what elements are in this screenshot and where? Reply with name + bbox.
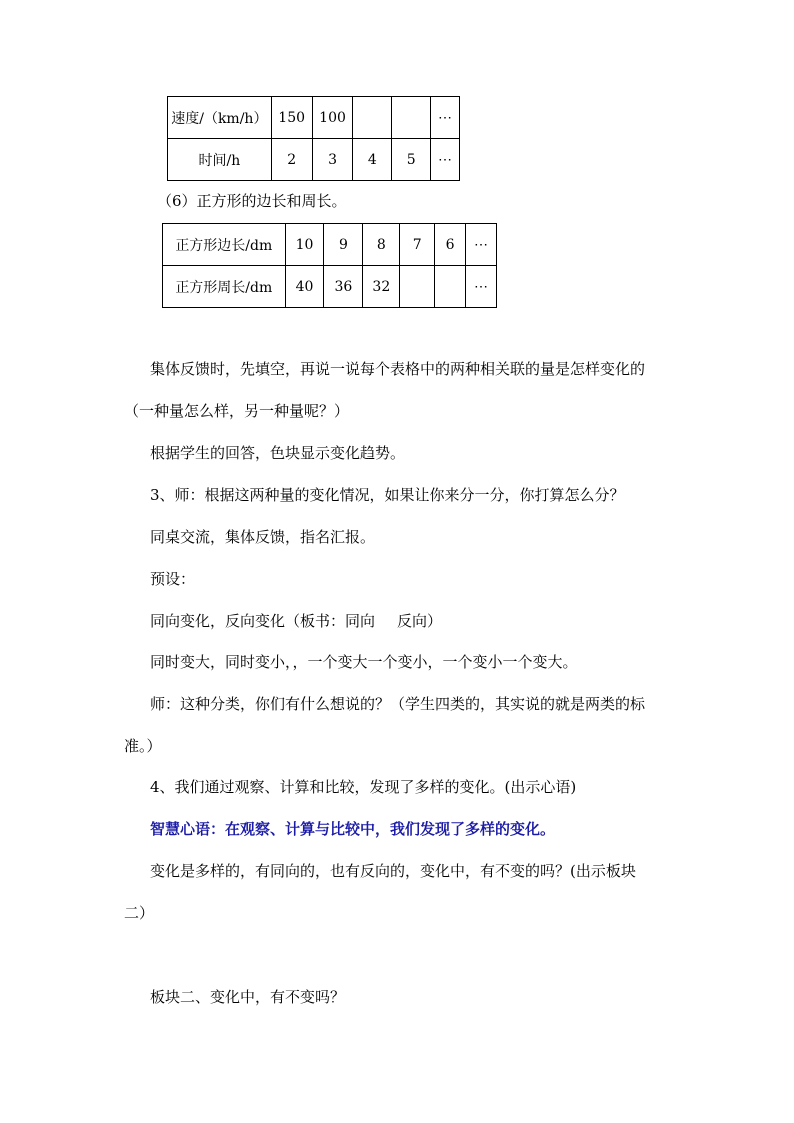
table-cell: ⋯: [431, 139, 460, 181]
table-cell: 9: [324, 224, 363, 266]
table-cell: 2: [271, 139, 312, 181]
table-cell: 40: [285, 266, 324, 308]
section-6-title: （6）正方形的边长和周长。: [157, 192, 347, 210]
row-label: 时间/h: [168, 139, 272, 181]
table-cell: 5: [392, 139, 431, 181]
square-side-perimeter-table: [162, 223, 497, 308]
paragraph-desk-exchange: 同桌交流，集体反馈，指名汇报。: [150, 528, 376, 546]
table-cell: ⋯: [466, 224, 497, 266]
paragraph-color-blocks: 根据学生的回答，色块显示变化趋势。: [150, 444, 406, 462]
row-label: 正方形边长/dm: [163, 224, 286, 266]
paragraph-blackboard-note: [150, 611, 442, 631]
section-block-2-title: 板块二、变化中，有不变吗？: [150, 988, 346, 1006]
wisdom-quote: 智慧心语：在观察、计算与比较中，我们发现了多样的变化。: [150, 820, 556, 838]
blackboard-note-part1: 同向变化，反向变化（板书：同向: [150, 612, 376, 630]
paragraph-teacher-line2: 准。）: [124, 737, 162, 755]
paragraph-feedback-line1: 集体反馈时，先填空，再说一说每个表格中的两种相关联的量是怎样变化的: [150, 360, 646, 378]
table-cell: 8: [363, 224, 400, 266]
table-cell: 150: [271, 97, 312, 139]
table-cell: 100: [312, 97, 353, 139]
table-cell: [353, 97, 392, 139]
blackboard-note-part2: 反向）: [397, 612, 443, 630]
paragraph-feedback-line2: （一种量怎么样，另一种量呢？）: [124, 402, 350, 420]
speed-time-table: [167, 96, 460, 181]
table-cell: [400, 266, 435, 308]
table-cell: [392, 97, 431, 139]
table-cell: [435, 266, 466, 308]
paragraph-teacher-line1: 师：这种分类，你们有什么想说的？（学生四类的，其实说的就是两类的标: [150, 695, 646, 713]
table-cell: 4: [353, 139, 392, 181]
table-cell: 32: [363, 266, 400, 308]
table-row: [163, 266, 497, 308]
table-cell: 10: [285, 224, 324, 266]
paragraph-variety-line2: 二）: [124, 904, 155, 922]
table-row: [168, 97, 460, 139]
table-cell: 6: [435, 224, 466, 266]
table-cell: ⋯: [431, 97, 460, 139]
table-cell: 36: [324, 266, 363, 308]
table-row: [168, 139, 460, 181]
paragraph-change-types: 同时变大，同时变小，，一个变大一个变小，一个变小一个变大。: [150, 653, 578, 671]
row-label: 正方形周长/dm: [163, 266, 286, 308]
paragraph-variety-line1: 变化是多样的，有同向的，也有反向的，变化中，有不变的吗？(出示板块: [150, 862, 636, 880]
row-label: 速度/（km/h）: [168, 97, 272, 139]
paragraph-step-3: 3、师：根据这两种量的变化情况，如果让你来分一分，你打算怎么分？: [150, 486, 625, 504]
table-cell: 7: [400, 224, 435, 266]
paragraph-step-4: 4、我们通过观察、计算和比较，发现了多样的变化。(出示心语): [150, 778, 577, 796]
paragraph-preset: 预设：: [150, 570, 196, 588]
table-cell: 3: [312, 139, 353, 181]
table-row: [163, 224, 497, 266]
table-cell: ⋯: [466, 266, 497, 308]
